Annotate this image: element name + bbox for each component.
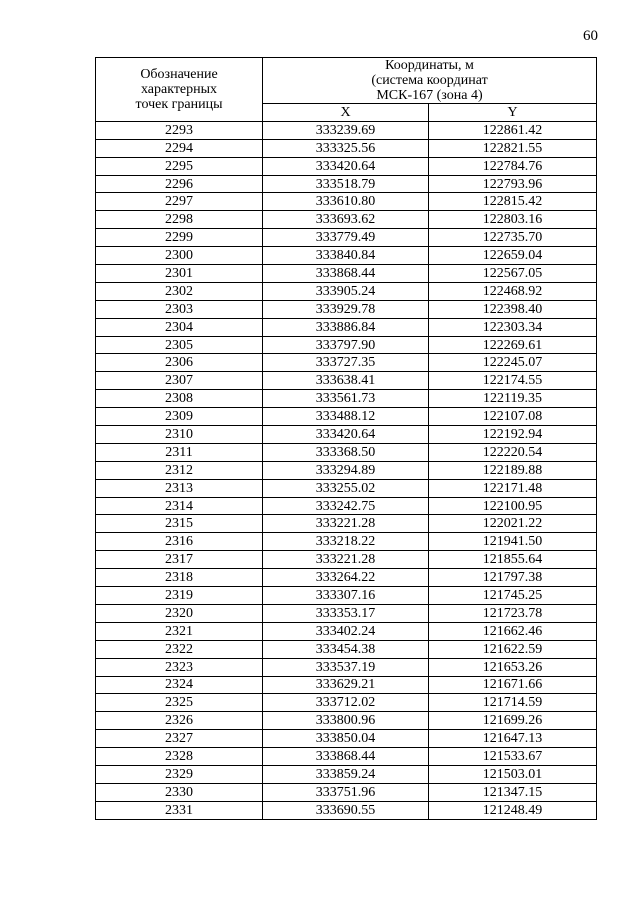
y-coordinate-cell: 121503.01 (429, 765, 597, 783)
x-coordinate-cell: 333905.24 (263, 282, 429, 300)
table-row (96, 443, 597, 461)
point-number-cell: 2325 (96, 694, 263, 712)
y-coordinate-cell: 121714.59 (429, 694, 597, 712)
y-coordinate-cell: 121797.38 (429, 569, 597, 587)
point-number-cell: 2311 (96, 443, 263, 461)
point-number-cell: 2328 (96, 748, 263, 766)
point-number-cell: 2308 (96, 390, 263, 408)
x-coordinate-cell: 333779.49 (263, 229, 429, 247)
y-coordinate-cell: 122567.05 (429, 265, 597, 283)
table-row (96, 569, 597, 587)
x-coordinate-cell: 333221.28 (263, 515, 429, 533)
point-number-cell: 2323 (96, 658, 263, 676)
x-coordinate-cell: 333488.12 (263, 408, 429, 426)
point-number-cell: 2320 (96, 604, 263, 622)
table-row (96, 479, 597, 497)
y-coordinate-cell: 121622.59 (429, 640, 597, 658)
y-coordinate-cell: 122803.16 (429, 211, 597, 229)
table-row (96, 694, 597, 712)
x-coordinate-cell: 333454.38 (263, 640, 429, 658)
x-coordinate-cell: 333307.16 (263, 587, 429, 605)
point-number-cell: 2321 (96, 622, 263, 640)
point-number-cell: 2307 (96, 372, 263, 390)
y-coordinate-cell: 121533.67 (429, 748, 597, 766)
point-number-cell: 2297 (96, 193, 263, 211)
y-coordinate-cell: 121745.25 (429, 587, 597, 605)
x-coordinate-cell: 333850.04 (263, 730, 429, 748)
y-coordinate-cell: 122784.76 (429, 157, 597, 175)
page-number: 60 (583, 28, 598, 44)
y-coordinate-cell: 121723.78 (429, 604, 597, 622)
x-coordinate-cell: 333255.02 (263, 479, 429, 497)
y-coordinate-cell: 122174.55 (429, 372, 597, 390)
x-coordinate-cell: 333751.96 (263, 783, 429, 801)
y-coordinate-cell: 121699.26 (429, 712, 597, 730)
point-label-header (96, 58, 263, 122)
table-row (96, 658, 597, 676)
x-coordinate-cell: 333325.56 (263, 139, 429, 157)
x-coordinate-cell: 333610.80 (263, 193, 429, 211)
table-row (96, 229, 597, 247)
point-number-cell: 2327 (96, 730, 263, 748)
x-coordinate-cell: 333561.73 (263, 390, 429, 408)
x-coordinate-cell: 333712.02 (263, 694, 429, 712)
table-row (96, 426, 597, 444)
y-coordinate-cell: 122100.95 (429, 497, 597, 515)
x-coordinate-cell: 333886.84 (263, 318, 429, 336)
table-row (96, 282, 597, 300)
x-coordinate-cell: 333537.19 (263, 658, 429, 676)
table-row (96, 265, 597, 283)
table-row (96, 318, 597, 336)
x-coordinate-cell: 333402.24 (263, 622, 429, 640)
table-row (96, 604, 597, 622)
x-coordinate-cell: 333218.22 (263, 533, 429, 551)
table-row (96, 801, 597, 819)
y-coordinate-cell: 122861.42 (429, 121, 597, 139)
y-coordinate-cell: 122269.61 (429, 336, 597, 354)
coordinates-header-line: (система координат (371, 73, 488, 88)
point-number-cell: 2316 (96, 533, 263, 551)
point-number-cell: 2313 (96, 479, 263, 497)
point-number-cell: 2314 (96, 497, 263, 515)
point-label-header-line: характерных (140, 81, 218, 97)
x-coordinate-cell: 333221.28 (263, 551, 429, 569)
point-number-cell: 2293 (96, 121, 263, 139)
x-coordinate-cell: 333797.90 (263, 336, 429, 354)
x-coordinate-cell: 333868.44 (263, 748, 429, 766)
table-row (96, 372, 597, 390)
y-coordinate-cell: 121941.50 (429, 533, 597, 551)
x-coordinate-cell: 333629.21 (263, 676, 429, 694)
table-row (96, 336, 597, 354)
point-number-cell: 2300 (96, 247, 263, 265)
table-row (96, 765, 597, 783)
coordinates-header-line: МСК-167 (зона 4) (376, 88, 483, 103)
y-coordinate-cell: 122119.35 (429, 390, 597, 408)
y-coordinate-cell: 122245.07 (429, 354, 597, 372)
y-coordinate-cell: 121653.26 (429, 658, 597, 676)
y-coordinate-cell: 122659.04 (429, 247, 597, 265)
point-number-cell: 2299 (96, 229, 263, 247)
point-number-cell: 2309 (96, 408, 263, 426)
y-coordinate-cell: 122398.40 (429, 300, 597, 318)
y-coordinate-cell: 122220.54 (429, 443, 597, 461)
x-coordinate-cell: 333690.55 (263, 801, 429, 819)
y-coordinate-cell: 122815.42 (429, 193, 597, 211)
x-coordinate-cell: 333638.41 (263, 372, 429, 390)
coordinates-table (95, 57, 597, 820)
table-row (96, 121, 597, 139)
x-column-header: X (263, 104, 429, 122)
x-coordinate-cell: 333420.64 (263, 426, 429, 444)
y-column-header: Y (429, 104, 597, 122)
table-header (96, 58, 597, 122)
x-coordinate-cell: 333800.96 (263, 712, 429, 730)
table-row (96, 622, 597, 640)
y-coordinate-cell: 122192.94 (429, 426, 597, 444)
point-number-cell: 2331 (96, 801, 263, 819)
table-row (96, 783, 597, 801)
x-coordinate-cell: 333264.22 (263, 569, 429, 587)
x-coordinate-cell: 333242.75 (263, 497, 429, 515)
point-label-header-line: Обозначение (140, 66, 218, 82)
table-row (96, 211, 597, 229)
point-number-cell: 2317 (96, 551, 263, 569)
y-coordinate-cell: 122189.88 (429, 461, 597, 479)
point-number-cell: 2296 (96, 175, 263, 193)
table-row (96, 461, 597, 479)
point-number-cell: 2326 (96, 712, 263, 730)
table-row (96, 730, 597, 748)
point-number-cell: 2312 (96, 461, 263, 479)
table-row (96, 748, 597, 766)
y-coordinate-cell: 122793.96 (429, 175, 597, 193)
x-coordinate-cell: 333929.78 (263, 300, 429, 318)
table-row (96, 712, 597, 730)
x-coordinate-cell: 333727.35 (263, 354, 429, 372)
x-coordinate-cell: 333693.62 (263, 211, 429, 229)
table-row (96, 193, 597, 211)
x-coordinate-cell: 333840.84 (263, 247, 429, 265)
point-number-cell: 2310 (96, 426, 263, 444)
table-row (96, 390, 597, 408)
table-row (96, 533, 597, 551)
y-coordinate-cell: 121662.46 (429, 622, 597, 640)
x-coordinate-cell: 333420.64 (263, 157, 429, 175)
point-number-cell: 2330 (96, 783, 263, 801)
table-row (96, 175, 597, 193)
x-coordinate-cell: 333368.50 (263, 443, 429, 461)
point-number-cell: 2318 (96, 569, 263, 587)
y-coordinate-cell: 121855.64 (429, 551, 597, 569)
table-row (96, 515, 597, 533)
y-coordinate-cell: 122021.22 (429, 515, 597, 533)
point-number-cell: 2294 (96, 139, 263, 157)
y-coordinate-cell: 122303.34 (429, 318, 597, 336)
x-coordinate-cell: 333518.79 (263, 175, 429, 193)
table-row (96, 300, 597, 318)
y-coordinate-cell: 121671.66 (429, 676, 597, 694)
point-number-cell: 2315 (96, 515, 263, 533)
table-row (96, 497, 597, 515)
x-coordinate-cell: 333859.24 (263, 765, 429, 783)
table-row (96, 587, 597, 605)
point-number-cell: 2301 (96, 265, 263, 283)
point-number-cell: 2319 (96, 587, 263, 605)
table-row (96, 157, 597, 175)
y-coordinate-cell: 121248.49 (429, 801, 597, 819)
table-row (96, 676, 597, 694)
point-number-cell: 2305 (96, 336, 263, 354)
x-coordinate-cell: 333239.69 (263, 121, 429, 139)
coordinates-header-line: Координаты, м (385, 58, 474, 73)
y-coordinate-cell: 122171.48 (429, 479, 597, 497)
y-coordinate-cell: 122107.08 (429, 408, 597, 426)
point-number-cell: 2306 (96, 354, 263, 372)
table-body (96, 121, 597, 819)
y-coordinate-cell: 121647.13 (429, 730, 597, 748)
y-coordinate-cell: 122468.92 (429, 282, 597, 300)
point-number-cell: 2303 (96, 300, 263, 318)
table-row (96, 408, 597, 426)
table-row (96, 551, 597, 569)
point-number-cell: 2298 (96, 211, 263, 229)
y-coordinate-cell: 122821.55 (429, 139, 597, 157)
point-number-cell: 2324 (96, 676, 263, 694)
table-row (96, 640, 597, 658)
table-row (96, 247, 597, 265)
point-label-header-line: точек границы (135, 96, 223, 112)
point-number-cell: 2329 (96, 765, 263, 783)
table-row (96, 139, 597, 157)
point-number-cell: 2322 (96, 640, 263, 658)
point-number-cell: 2295 (96, 157, 263, 175)
x-coordinate-cell: 333294.89 (263, 461, 429, 479)
point-number-cell: 2304 (96, 318, 263, 336)
point-number-cell: 2302 (96, 282, 263, 300)
x-coordinate-cell: 333868.44 (263, 265, 429, 283)
coordinates-header (263, 58, 597, 104)
y-coordinate-cell: 122735.70 (429, 229, 597, 247)
x-coordinate-cell: 333353.17 (263, 604, 429, 622)
table-row (96, 354, 597, 372)
y-coordinate-cell: 121347.15 (429, 783, 597, 801)
